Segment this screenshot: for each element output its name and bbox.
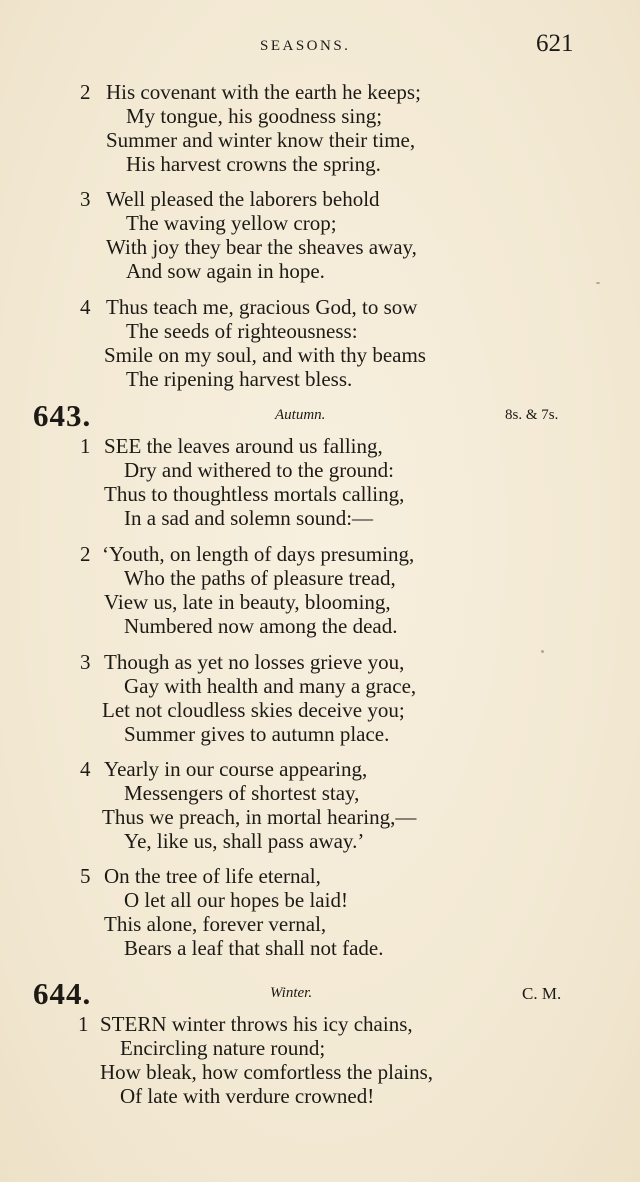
verse-number: 2 xyxy=(80,80,91,104)
verse-line: Ye, like us, shall pass away.’ xyxy=(124,829,365,853)
verse-number: 2 xyxy=(80,542,91,566)
verse-line: Thus we preach, in mortal hearing,— xyxy=(102,805,417,829)
verse-number: 1 xyxy=(80,434,91,458)
verse-line: Encircling nature round; xyxy=(120,1036,326,1060)
verse-line: With joy they bear the sheaves away, xyxy=(106,235,417,259)
verse-line: And sow again in hope. xyxy=(126,259,325,283)
verse-line: Gay with health and many a grace, xyxy=(124,674,417,698)
verse-number: 3 xyxy=(80,650,91,674)
verse-line: SEE the leaves around us falling, xyxy=(104,434,383,458)
running-title: SEASONS. xyxy=(260,38,351,54)
verse-line: Dry and withered to the ground: xyxy=(124,458,395,482)
verse-line: His harvest crowns the spring. xyxy=(126,152,381,176)
verse-line: Thus to thoughtless mortals calling, xyxy=(104,482,405,506)
verse-line: On the tree of life eternal, xyxy=(104,864,321,888)
hymn-643-heading xyxy=(0,398,640,432)
verse-number: 4 xyxy=(80,757,91,781)
running-head xyxy=(0,30,640,64)
verse-line: Numbered now among the dead. xyxy=(124,614,398,638)
verse-number: 3 xyxy=(80,187,91,211)
verse-number: 4 xyxy=(80,295,91,319)
verse-line: Summer and winter know their time, xyxy=(106,128,416,152)
verse-line: Messengers of shortest stay, xyxy=(124,781,360,805)
verse-line: The seeds of righteousness: xyxy=(126,319,358,343)
verse-line: Thus teach me, gracious God, to sow xyxy=(106,295,418,319)
paper-fleck xyxy=(541,650,544,653)
verse-line: The ripening harvest bless. xyxy=(126,367,353,391)
verse-line: In a sad and solemn sound:— xyxy=(124,506,374,530)
hymn-meter: C. M. xyxy=(522,984,562,1003)
verse-number: 1 xyxy=(78,1012,89,1036)
verse-line: O let all our hopes be laid! xyxy=(124,888,348,912)
hymn-number: 643. xyxy=(33,398,92,433)
verse-line: Bears a leaf that shall not fade. xyxy=(124,936,384,960)
hymn-number: 644. xyxy=(33,976,92,1011)
verse-line: Who the paths of pleasure tread, xyxy=(124,566,396,590)
verse-line: Of late with verdure crowned! xyxy=(120,1084,375,1108)
verse-line: Smile on my soul, and with thy beams xyxy=(104,343,426,367)
hymn-meter: 8s. & 7s. xyxy=(505,407,559,423)
verse-line: Yearly in our course appearing, xyxy=(104,757,368,781)
verse-number: 5 xyxy=(80,864,91,888)
verse-line: This alone, forever vernal, xyxy=(104,912,327,936)
verse-line: How bleak, how comfortless the plains, xyxy=(100,1060,434,1084)
verse-line: His covenant with the earth he keeps; xyxy=(106,80,421,104)
verse-line: ‘Youth, on length of days presuming, xyxy=(102,542,415,566)
verse-line: STERN winter throws his icy chains, xyxy=(100,1012,413,1036)
verse-line: Summer gives to autumn place. xyxy=(124,722,390,746)
verse-line: My tongue, his goodness sing; xyxy=(126,104,383,128)
paper-fleck xyxy=(596,282,600,284)
verse-line: Well pleased the laborers behold xyxy=(106,187,380,211)
verse-line: Let not cloudless skies deceive you; xyxy=(102,698,405,722)
verse-line: Though as yet no losses grieve you, xyxy=(104,650,405,674)
verse-line: The waving yellow crop; xyxy=(126,211,337,235)
page-number: 621 xyxy=(536,30,574,57)
hymn-title: Winter. xyxy=(270,985,313,1001)
hymn-644-heading xyxy=(0,976,640,1010)
verse-line: View us, late in beauty, blooming, xyxy=(104,590,391,614)
hymn-title: Autumn. xyxy=(275,407,326,423)
